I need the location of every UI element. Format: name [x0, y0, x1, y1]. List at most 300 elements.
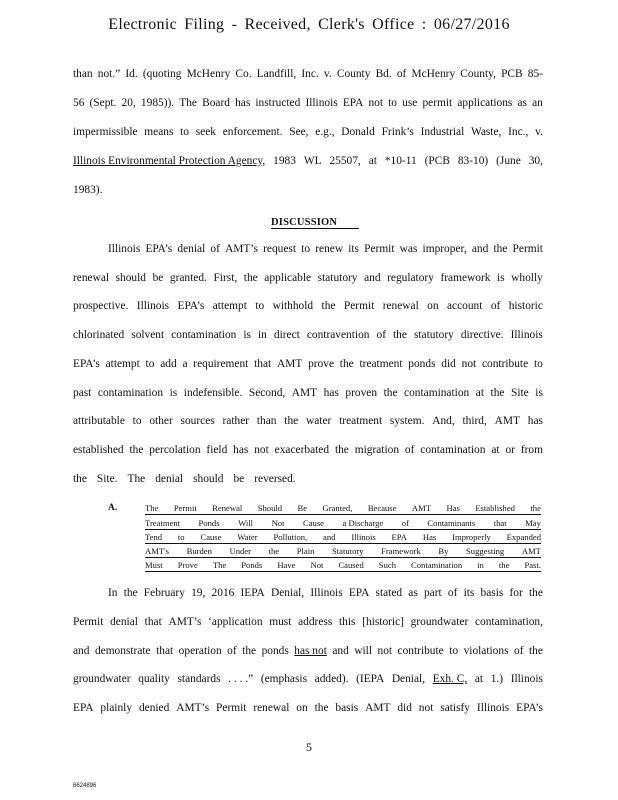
- word: in: [258, 329, 267, 341]
- word: has: [323, 387, 339, 399]
- word: Illinois: [351, 532, 376, 542]
- word: should: [193, 473, 224, 485]
- text-line: [73, 68, 543, 80]
- word: did: [397, 702, 412, 714]
- word: standards: [177, 673, 221, 685]
- word: regulatory: [387, 272, 434, 284]
- word: Bd.: [375, 68, 392, 80]
- word: ponds: [261, 645, 289, 657]
- word: Should: [257, 503, 283, 513]
- word: the: [268, 546, 280, 556]
- word: Suggesting: [466, 546, 505, 556]
- word: denied: [138, 702, 170, 714]
- word: AMT: [291, 387, 318, 399]
- word: e.g.,: [315, 126, 335, 138]
- word: Exh. C,: [432, 673, 468, 685]
- text-line: [73, 673, 543, 685]
- word: EPA: [348, 587, 370, 599]
- text-line: [73, 702, 543, 714]
- word: and: [471, 243, 489, 255]
- word: prospective.: [73, 300, 129, 312]
- word: and: [332, 645, 349, 657]
- word: part: [423, 587, 442, 599]
- word: be: [233, 473, 245, 485]
- word: of: [227, 645, 237, 657]
- word: ‘application: [208, 616, 263, 628]
- word: Illinois: [476, 702, 510, 714]
- word: the: [383, 387, 398, 399]
- word: requirement: [193, 358, 249, 370]
- text-line: [73, 645, 543, 657]
- word: (Sept.: [89, 97, 117, 109]
- word: Because: [367, 503, 397, 513]
- word: historic: [508, 300, 543, 312]
- word: the: [339, 358, 354, 370]
- word: The: [127, 473, 146, 485]
- word: Contaminants: [427, 518, 476, 528]
- word: on: [296, 702, 308, 714]
- word: Donald: [341, 126, 375, 138]
- word: (emphasis: [260, 673, 307, 685]
- word: groundwater: [73, 673, 131, 685]
- word: Id.: [125, 68, 138, 80]
- word: granted.: [169, 272, 207, 284]
- word: and: [323, 532, 336, 542]
- word: the: [321, 300, 336, 312]
- word: 25507,: [329, 155, 361, 167]
- word: ponds: [408, 358, 436, 370]
- word: Board: [202, 97, 230, 109]
- word: or: [505, 444, 515, 456]
- word: permit: [422, 97, 453, 109]
- word: 1983: [273, 155, 296, 167]
- text-line: [73, 126, 543, 138]
- word: to: [533, 358, 543, 370]
- word: attributable: [73, 415, 125, 427]
- word: EPA’s: [516, 702, 543, 714]
- word: May: [525, 518, 541, 528]
- word: the: [530, 503, 541, 513]
- word: satisfy: [440, 702, 471, 714]
- text-line: [108, 587, 543, 599]
- word: 1985)).: [140, 97, 175, 109]
- word: framework: [440, 272, 491, 284]
- word: Inc.,: [508, 126, 529, 138]
- word: seek: [195, 126, 216, 138]
- word: of: [210, 243, 220, 255]
- word: percolation: [149, 444, 201, 456]
- word: direct: [273, 329, 300, 341]
- word: renewal: [253, 702, 290, 714]
- word: Cause: [302, 518, 324, 528]
- word: Improperly: [452, 532, 491, 542]
- text-line: [73, 184, 543, 196]
- text-line: [108, 243, 543, 255]
- text-line: [73, 387, 543, 399]
- section-heading-line: [145, 503, 541, 515]
- word: not: [254, 444, 269, 456]
- section-heading-line: [145, 560, 541, 572]
- word: contamination,: [474, 616, 543, 628]
- word: EPA’s: [145, 243, 173, 255]
- word: has: [235, 97, 251, 109]
- word: Burden: [186, 546, 212, 556]
- word: First,: [213, 272, 238, 284]
- word: the: [242, 645, 257, 657]
- word: contribute: [481, 358, 529, 370]
- word: Cause: [200, 532, 222, 542]
- word: request: [263, 243, 297, 255]
- word: Tend: [145, 532, 163, 542]
- word: groundwater: [410, 616, 469, 628]
- word: of: [404, 444, 415, 456]
- word: contamination: [171, 329, 237, 341]
- word: Expanded: [506, 532, 541, 542]
- word: Past.: [524, 560, 541, 570]
- word: to: [255, 300, 265, 312]
- word: WL: [303, 155, 322, 167]
- word: v.: [535, 126, 543, 138]
- word: Renewal: [212, 503, 243, 513]
- word: Contamination: [411, 560, 463, 570]
- word: Second,: [248, 387, 286, 399]
- word: has: [527, 415, 543, 427]
- word: Not: [310, 560, 324, 570]
- word: In: [108, 587, 118, 599]
- text-line: [73, 272, 543, 284]
- word: other: [149, 415, 173, 427]
- word: basis: [335, 702, 359, 714]
- word: Site: [511, 387, 529, 399]
- word: stated: [375, 587, 403, 599]
- word: applicable: [264, 272, 312, 284]
- word: that: [254, 358, 272, 370]
- word: to: [449, 645, 459, 657]
- word: sources: [180, 415, 215, 427]
- text-line: [73, 415, 543, 427]
- word: And,: [432, 415, 455, 427]
- word: added).: [314, 673, 349, 685]
- word: past: [73, 387, 92, 399]
- word: rather: [222, 415, 250, 427]
- word: . . . .”: [228, 673, 254, 685]
- word: to: [388, 97, 398, 109]
- section-heading-line: [145, 532, 541, 544]
- section-heading-line: [145, 546, 541, 558]
- word: will: [354, 645, 373, 657]
- word: Denial,: [270, 587, 305, 599]
- word: the: [528, 587, 543, 599]
- case-name: Illinois Environmental Protection Agency,: [73, 155, 266, 167]
- word: Pollution,: [273, 532, 308, 542]
- word: PCB: [501, 68, 523, 80]
- word: to: [145, 358, 155, 370]
- word: Prove: [177, 560, 198, 570]
- word: McHenry: [186, 68, 231, 80]
- word: AMT: [521, 546, 541, 556]
- word: applications: [457, 97, 513, 109]
- word: contravention: [306, 329, 370, 341]
- word: the: [498, 560, 510, 570]
- word: EPA: [391, 532, 407, 542]
- word: plainly: [100, 702, 133, 714]
- word: is: [169, 387, 178, 399]
- word: directive.: [460, 329, 504, 341]
- word: (June: [496, 155, 521, 167]
- word: Illinois: [305, 97, 338, 109]
- word: the: [73, 473, 87, 485]
- word: (IEPA: [356, 673, 385, 685]
- word: 2016: [211, 587, 235, 599]
- word: County,: [460, 68, 496, 80]
- word: at: [491, 444, 500, 456]
- word: the: [284, 415, 299, 427]
- word: an: [532, 97, 543, 109]
- word: EPA: [342, 97, 364, 109]
- word: AMT’s: [168, 616, 202, 628]
- word: AMT: [411, 503, 432, 513]
- word: statutory: [413, 329, 454, 341]
- word: Caused: [338, 560, 364, 570]
- word: EPA’s: [73, 358, 100, 370]
- word: improper,: [422, 243, 467, 255]
- word: at: [475, 387, 484, 399]
- word: this: [339, 616, 356, 628]
- word: its: [463, 587, 475, 599]
- word: its: [348, 243, 359, 255]
- word: Illinois: [510, 673, 543, 685]
- word: instructed: [255, 97, 301, 109]
- word: a: [182, 358, 188, 370]
- word: that: [156, 645, 174, 657]
- word: renewal: [382, 300, 419, 312]
- word: Such: [378, 560, 396, 570]
- word: is: [243, 329, 251, 341]
- word: Statutory: [332, 546, 364, 556]
- word: contamination: [420, 444, 486, 456]
- text-line: [73, 155, 543, 167]
- word: Under: [229, 546, 252, 556]
- text-line: [73, 300, 543, 312]
- word: Co.: [235, 68, 252, 80]
- word: 85-: [527, 68, 543, 80]
- word: is: [497, 272, 505, 284]
- word: Framework: [381, 546, 421, 556]
- word: the: [528, 645, 543, 657]
- word: in: [477, 560, 484, 570]
- word: of: [401, 518, 409, 528]
- word: Must: [145, 560, 163, 570]
- word: [historic]: [362, 616, 404, 628]
- document-id: 6624896: [73, 783, 97, 789]
- word: Illinois: [108, 243, 141, 255]
- text-line: [73, 473, 543, 485]
- word: Landfill,: [256, 68, 297, 80]
- word: v.: [323, 68, 332, 80]
- word: Permit: [364, 243, 395, 255]
- word: AMT's: [145, 546, 169, 556]
- word: of: [490, 300, 501, 312]
- word: must: [269, 616, 292, 628]
- word: chlorinated: [73, 329, 125, 341]
- word: wholly: [511, 272, 543, 284]
- word: denial: [155, 473, 184, 485]
- word: the: [243, 272, 258, 284]
- word: 56: [73, 97, 85, 109]
- word: AMT: [494, 415, 520, 427]
- text-line: [73, 329, 543, 341]
- text-line: [73, 444, 543, 456]
- word: Denial,: [391, 673, 426, 685]
- word: the: [314, 702, 329, 714]
- word: indefensible.: [183, 387, 243, 399]
- text-line: [73, 358, 543, 370]
- word: was: [399, 243, 418, 255]
- word: not: [368, 97, 384, 109]
- word: Be: [297, 503, 308, 513]
- word: established: [73, 444, 124, 456]
- word: statutory: [317, 272, 358, 284]
- word: of: [376, 329, 386, 341]
- word: Not: [271, 518, 285, 528]
- word: that: [144, 616, 162, 628]
- word: AMT: [276, 358, 303, 370]
- word: McHenry: [411, 68, 456, 80]
- word: denial: [110, 616, 138, 628]
- word: The: [145, 503, 159, 513]
- word: the: [493, 243, 508, 255]
- word: See,: [289, 126, 309, 138]
- word: Has: [446, 503, 460, 513]
- word: not: [418, 702, 434, 714]
- word: of: [447, 587, 458, 599]
- word: Has: [422, 532, 437, 542]
- word: that: [493, 518, 507, 528]
- discussion-heading: DISCUSSION: [271, 217, 359, 229]
- word: withhold: [272, 300, 314, 312]
- word: Water: [237, 532, 258, 542]
- word: operation: [178, 645, 222, 657]
- word: basis: [480, 587, 504, 599]
- word: for: [509, 587, 523, 599]
- section-letter: A.: [108, 503, 118, 513]
- word: quality: [138, 673, 170, 685]
- word: add: [160, 358, 177, 370]
- word: February: [143, 587, 185, 599]
- word: use: [402, 97, 418, 109]
- word: at: [474, 673, 484, 685]
- word: The: [212, 560, 227, 570]
- word: County: [336, 68, 371, 80]
- word: field: [206, 444, 228, 456]
- word: has not: [294, 645, 327, 657]
- word: than: [256, 415, 277, 427]
- word: 83-10): [457, 155, 489, 167]
- word: 30,: [528, 155, 543, 167]
- word: Granted,: [322, 503, 353, 513]
- word: contribute: [397, 645, 444, 657]
- word: 19,: [191, 587, 206, 599]
- word: the: [490, 387, 505, 399]
- word: Ponds: [241, 560, 263, 570]
- word: denial: [177, 243, 206, 255]
- word: Permit: [216, 702, 247, 714]
- word: exacerbated: [274, 444, 330, 456]
- word: migration: [354, 444, 400, 456]
- word: Treatment: [145, 518, 181, 528]
- word: than: [73, 68, 93, 80]
- word: of: [514, 645, 524, 657]
- word: Site.: [96, 473, 118, 485]
- word: the: [123, 587, 138, 599]
- word: Permit: [73, 616, 104, 628]
- word: The: [179, 97, 197, 109]
- word: demonstrate: [94, 645, 151, 657]
- word: EPA: [73, 702, 94, 714]
- word: reversed.: [254, 473, 296, 485]
- word: Illinois: [136, 300, 170, 312]
- word: water: [306, 415, 332, 427]
- word: Industrial: [420, 126, 465, 138]
- word: address: [298, 616, 333, 628]
- word: prove: [308, 358, 334, 370]
- word: be: [152, 272, 164, 284]
- word: not: [461, 358, 477, 370]
- word: 1.): [490, 673, 504, 685]
- word: and: [364, 272, 381, 284]
- word: means: [144, 126, 174, 138]
- word: as: [517, 97, 527, 109]
- page-number: 5: [306, 740, 312, 754]
- word: impermissible: [73, 126, 138, 138]
- word: the: [129, 444, 144, 456]
- word: 20,: [121, 97, 136, 109]
- word: to: [180, 126, 189, 138]
- word: from: [520, 444, 543, 456]
- text-line: [73, 616, 543, 628]
- word: the: [334, 444, 349, 456]
- word: to: [301, 243, 311, 255]
- word: not.”: [97, 68, 121, 80]
- word: EPA’s: [177, 300, 205, 312]
- word: IEPA: [240, 587, 265, 599]
- word: contamination: [404, 387, 470, 399]
- word: Permit: [512, 243, 543, 255]
- word: (quoting: [142, 68, 182, 80]
- word: Illinois: [310, 587, 343, 599]
- word: the: [393, 329, 407, 341]
- filing-stamp-header: Electronic Filing - Received, Clerk's Office : 06/27/2016: [108, 16, 510, 33]
- word: of: [396, 68, 407, 80]
- word: should: [115, 272, 146, 284]
- word: enforcement.: [222, 126, 283, 138]
- word: Established: [475, 503, 515, 513]
- section-heading-line: [145, 518, 541, 530]
- word: and: [73, 645, 90, 657]
- word: to: [132, 415, 142, 427]
- word: Frink’s: [381, 126, 414, 138]
- word: on: [427, 300, 439, 312]
- word: 1983).: [73, 184, 103, 196]
- word: Waste,: [470, 126, 502, 138]
- word: is: [535, 387, 543, 399]
- word: system.: [389, 415, 425, 427]
- word: Permit: [343, 300, 375, 312]
- word: AMT: [365, 702, 391, 714]
- word: AMT’s: [225, 243, 258, 255]
- word: did: [441, 358, 456, 370]
- word: third,: [462, 415, 487, 427]
